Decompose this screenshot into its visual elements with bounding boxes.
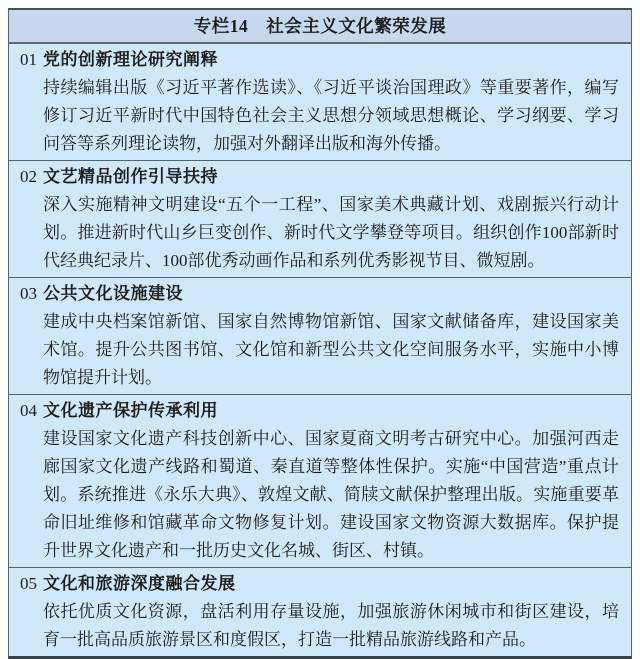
- section-head: [9, 163, 631, 191]
- section-head: [9, 46, 631, 74]
- section-title: 文艺精品创作引导扶持: [43, 167, 218, 186]
- section-number: 05: [20, 574, 37, 593]
- section-title: 公共文化设施建设: [43, 284, 183, 303]
- section-culture-tourism: [9, 567, 631, 656]
- section-head: [9, 397, 631, 425]
- section-head: [9, 280, 631, 308]
- section-art-creation: [9, 160, 631, 277]
- panel-title: 专栏14 社会主义文化繁荣发展: [9, 10, 631, 44]
- section-body: 持续编辑出版《习近平著作选读》、《习近平谈治国理政》等重要著作，编写修订习近平新时代中国特色社会主义思想分领域思想概论、学习纲要、学习问答等系列理论读物，加强对外翻译出版和海外传播。: [43, 78, 619, 153]
- section-number: 03: [20, 284, 37, 303]
- section-title: 文化和旅游深度融合发展: [43, 574, 236, 593]
- section-number: 04: [20, 401, 37, 420]
- section-public-culture-facilities: [9, 277, 631, 394]
- section-body: 依托优质文化资源，盘活利用存量设施，加强旅游休闲城市和街区建设，培育一批高品质旅游景区和度假区，打造一批精品旅游线路和产品。: [43, 602, 619, 649]
- section-party-theory: [9, 44, 631, 160]
- section-body: 建成中央档案馆新馆、国家自然博物馆新馆、国家文献储备库，建设国家美术馆。提升公共图书馆、文化馆和新型公共文化空间服务水平，实施中小博物馆提升计划。: [43, 312, 619, 387]
- section-body: 深入实施精神文明建设“五个一工程”、国家美术典藏计划、戏剧振兴行动计划。推进新时代山乡巨变创作、新时代文学攀登等项目。组织创作100部新时代经典纪录片、100部优秀动画作品和系列优秀影视节目、微短剧。: [43, 195, 619, 270]
- section-head: [9, 570, 631, 598]
- panel-body: [9, 44, 631, 656]
- section-title: 文化遗产保护传承利用: [43, 401, 218, 420]
- section-cultural-heritage: [9, 394, 631, 567]
- column-panel: [8, 8, 632, 659]
- section-title: 党的创新理论研究阐释: [43, 50, 218, 69]
- section-number: 01: [20, 50, 37, 69]
- section-body: 建设国家文化遗产科技创新中心、国家夏商文明考古研究中心。加强河西走廊国家文化遗产线路和蜀道、秦直道等整体性保护。实施“中国营造”重点计划。系统推进《永乐大典》、敦煌文献、简牍文献保护整理出版。实施重要革命旧址维修和馆藏革命文物修复计划。建设国家文物资源大数据库。保护提升世界文化遗产和一批历史文化名城、街区、村镇。: [43, 429, 619, 560]
- section-number: 02: [20, 167, 37, 186]
